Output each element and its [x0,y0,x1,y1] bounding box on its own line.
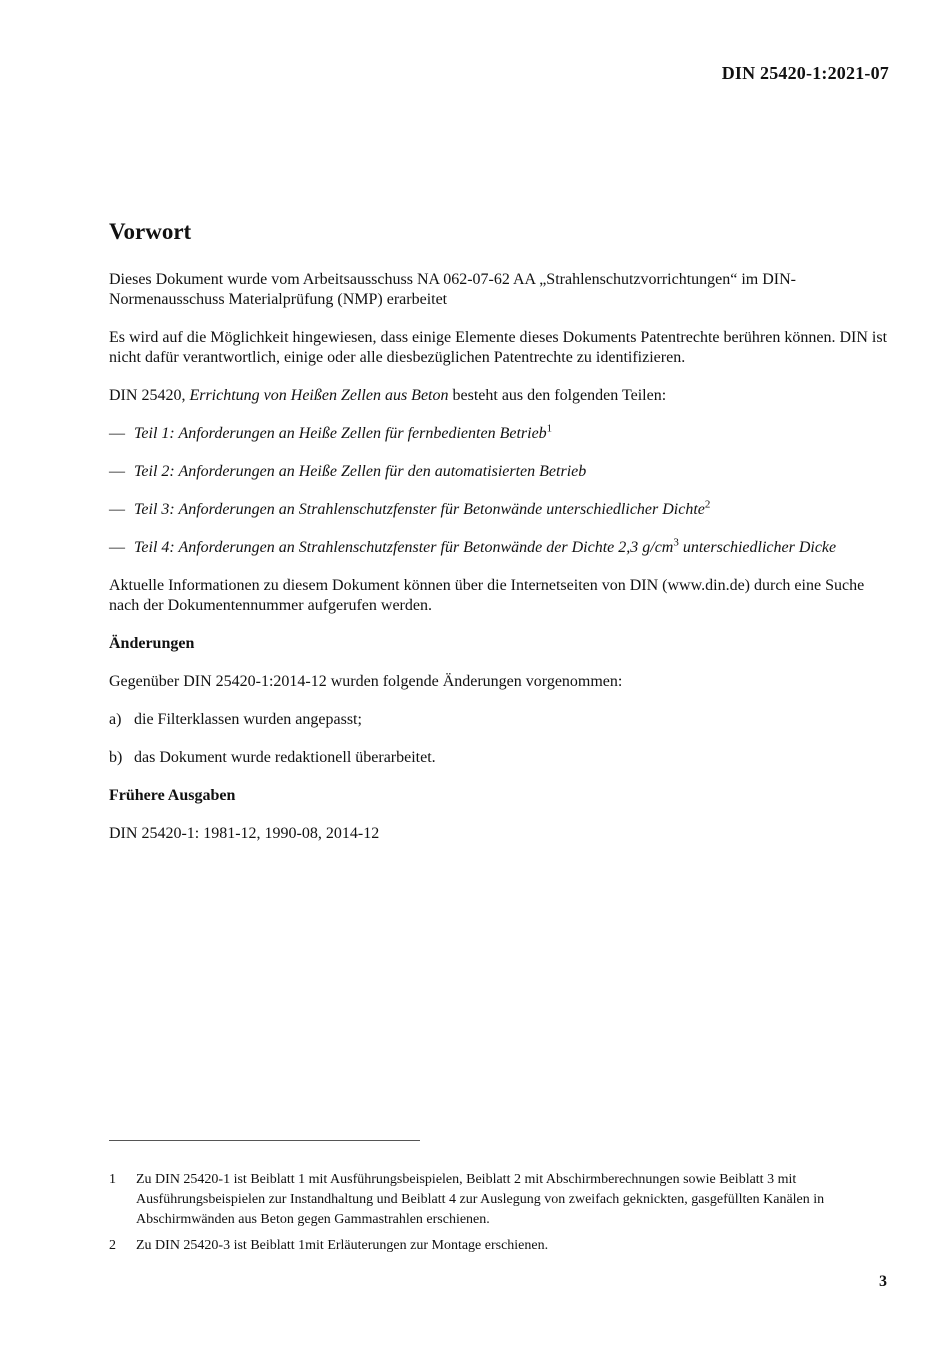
page-number: 3 [879,1273,887,1290]
part-title: Teil 3: Anforderungen an Strahlenschutzfenster für Betonwände unterschiedlicher Dichte [134,501,705,518]
paragraph-committee: Dieses Dokument wurde vom Arbeitsausschuss NA 062-07-62 AA „Strahlenschutzvorrichtungen“ im DIN-Normenausschuss Materialprüfung (NMP) erarbeitet [109,271,796,308]
footnote-text: Zu DIN 25420-1 ist Beiblatt 1 mit Ausführungsbeispielen, Beiblatt 2 mit Abschirmberechnungen sowie Beiblatt 3 mit Ausführungsbeispielen zur Instandhaltung und Beiblatt 4 zur Auslegung von zweifach geknickten, gasgefüllten Kanälen in Abschirmwänden aus Beton gegen Gammastrahlen erschienen. [136,1172,825,1227]
unit-exponent: 3 [673,536,679,549]
part-title: Teil 1: Anforderungen an Heiße Zellen für fernbedienten Betrieb [134,425,547,442]
footnote-number: 1 [109,1172,116,1187]
footnote-divider [109,1140,420,1141]
part-title: Teil 4: Anforderungen an Strahlenschutzfenster für Betonwände der Dichte 2,3 g/cm [134,539,674,556]
footnotes [109,1170,889,1262]
footnote-ref[interactable]: 2 [704,498,711,511]
dash-marker: — [109,425,125,442]
dash-marker: — [109,539,125,556]
part-list-item [109,500,889,520]
dash-marker: — [109,463,125,480]
paragraph-changes-intro: Gegenüber DIN 25420-1:2014-12 wurden folgende Änderungen vorgenommen: [109,673,623,690]
footnote-number: 2 [109,1238,116,1253]
part-title-rest: unterschiedlicher Dicke [678,539,837,556]
change-list-item [109,748,889,768]
page-content [109,216,889,862]
paragraph-online-info: Aktuelle Informationen zu diesem Dokument können über die Internetseiten von DIN (www.din.de) durch eine Suche nach der Dokumentennummer aufgerufen werden. [109,577,865,614]
part-list-item [109,462,889,482]
part-list-item [109,538,889,558]
change-text: das Dokument wurde redaktionell überarbeitet. [134,749,436,766]
changes-heading: Änderungen [109,635,195,652]
change-text: die Filterklassen wurden angepasst; [134,711,362,728]
paragraph-earlier-editions: DIN 25420-1: 1981-12, 1990-08, 2014-12 [109,825,380,842]
parts-intro-prefix: DIN 25420, [109,387,190,404]
footnote-text: Zu DIN 25420-3 ist Beiblatt 1mit Erläuterungen zur Montage erschienen. [136,1238,549,1253]
earlier-editions-heading: Frühere Ausgaben [109,787,236,804]
part-list-item [109,424,889,444]
footnote-ref[interactable]: 1 [546,422,553,435]
footnote-item [109,1236,889,1256]
change-list-item [109,710,889,730]
list-marker: a) [109,711,122,728]
document-id-header: DIN 25420-1:2021-07 [721,63,889,83]
part-title: Teil 2: Anforderungen an Heiße Zellen für den automatisierten Betrieb [134,463,587,480]
dash-marker: — [109,501,125,518]
page-title: Vorwort [109,219,192,244]
paragraph-parts-intro [109,386,889,406]
footnote-item [109,1170,889,1230]
list-marker: b) [109,749,123,766]
paragraph-patent-notice: Es wird auf die Möglichkeit hingewiesen, dass einige Elemente dieses Dokuments Patentrechte berühren können. DIN ist nicht dafür verantwortlich, einige oder alle diesbezüglichen Patentrechte zu identifizieren. [109,329,888,366]
parts-intro-suffix: besteht aus den folgenden Teilen: [448,387,667,404]
parts-intro-series-title: Errichtung von Heißen Zellen aus Beton [189,387,449,404]
